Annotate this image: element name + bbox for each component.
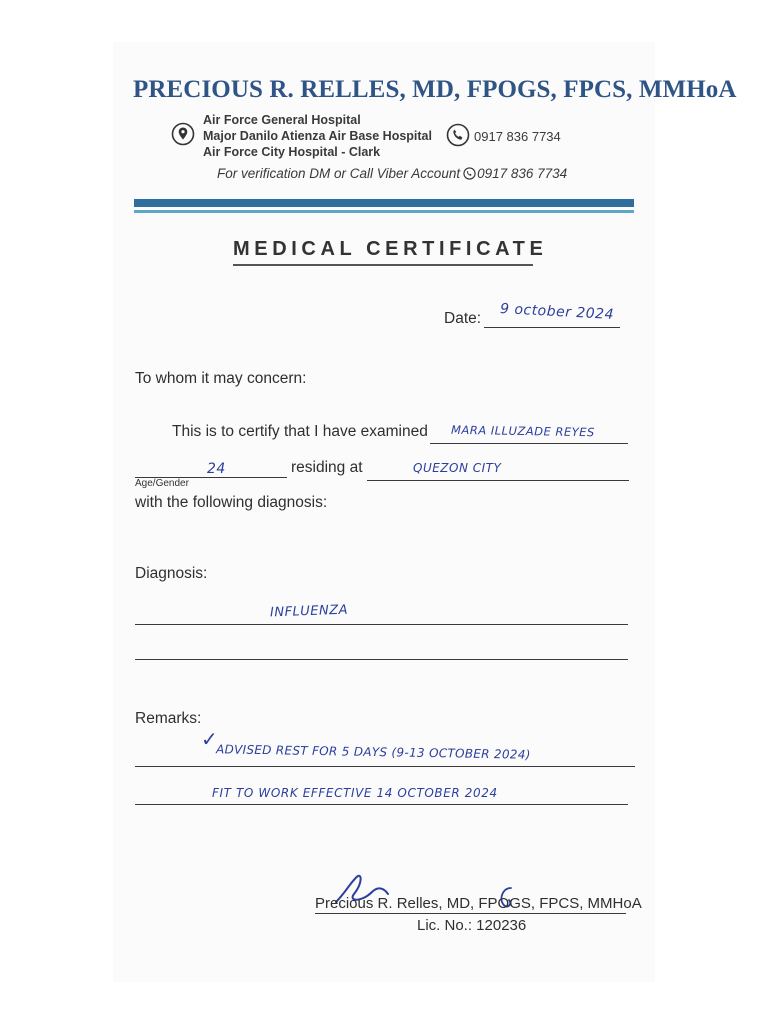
header-band-dark (134, 199, 634, 207)
patient-name-line (430, 443, 628, 444)
certificate-sheet (113, 42, 737, 982)
diagnosis-value: INFLUENZA (269, 602, 349, 621)
remarks-line-2 (135, 804, 628, 805)
remarks-value-2: FIT TO WORK EFFECTIVE 14 OCTOBER 2024 (212, 786, 498, 800)
hospital-line-2: Major Danilo Atienza Air Base Hospital (203, 129, 432, 143)
signature-name: Precious R. Relles, MD, FPOGS, FPCS, MMHoA (315, 895, 642, 912)
title-underline (233, 264, 533, 266)
signature-line (315, 913, 626, 914)
location-pin-icon (171, 122, 195, 146)
date-label: Date: (444, 310, 482, 327)
doctor-name-header: PRECIOUS R. RELLES, MD, FPOGS, FPCS, MMHoA (133, 76, 737, 103)
diagnosis-label: Diagnosis: (135, 565, 208, 582)
viber-icon (463, 167, 476, 180)
residing-label: residing at (291, 459, 363, 476)
date-line (484, 327, 620, 328)
remarks-label: Remarks: (135, 710, 202, 727)
certificate-title: MEDICAL CERTIFICATE (233, 238, 548, 260)
remarks-line-1 (135, 766, 635, 767)
diagnosis-line-2 (135, 659, 628, 660)
salutation: To whom it may concern: (135, 370, 307, 387)
certify-text: This is to certify that I have examined (172, 423, 428, 440)
header-band-light (134, 210, 634, 213)
age-gender-label: Age/Gender (135, 478, 189, 489)
phone-number: 0917 836 7734 (474, 129, 561, 144)
remarks-checkmark: ✓ (201, 729, 218, 751)
remarks-value-1: ADVISED REST FOR 5 DAYS (9-13 OCTOBER 2024) (215, 742, 531, 762)
phone-icon (446, 123, 470, 147)
viber-number: 0917 836 7734 (477, 166, 568, 181)
residence-value: QUEZON CITY (413, 461, 502, 475)
license-number: Lic. No.: 120236 (417, 917, 527, 934)
diagnosis-intro: with the following diagnosis: (135, 494, 328, 511)
verification-note (217, 166, 567, 181)
verification-text: For verification DM or Call Viber Account (217, 166, 461, 181)
hospital-line-1: Air Force General Hospital (203, 113, 361, 127)
hospital-line-3: Air Force City Hospital - Clark (203, 145, 381, 159)
diagnosis-line-1 (135, 624, 628, 625)
date-value: 9 october 2024 (499, 301, 615, 323)
patient-name: MARA ILLUZADE REYES (450, 422, 595, 440)
residence-line (367, 480, 629, 481)
age-gender-value: 24 (207, 461, 226, 477)
